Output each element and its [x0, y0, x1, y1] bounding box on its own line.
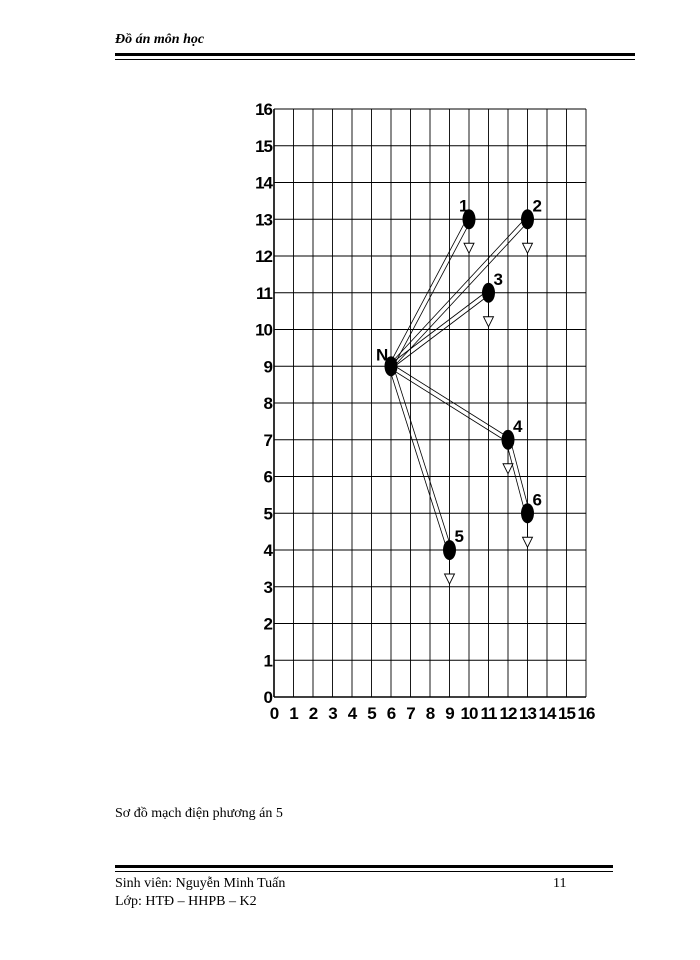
page-header-title: Đồ án môn học [115, 32, 205, 47]
y-tick-label: 6 [263, 467, 272, 487]
x-tick-label: 12 [499, 704, 517, 723]
x-tick-label: 16 [577, 704, 595, 723]
y-tick-label: 14 [255, 173, 272, 193]
load-arrow-head-2 [523, 243, 533, 253]
y-tick-label: 7 [263, 430, 272, 450]
y-tick-label: 1 [263, 651, 272, 671]
line-N-1 [393, 220, 471, 367]
load-label-2: 2 [532, 196, 542, 216]
y-tick-label: 4 [263, 541, 272, 560]
x-tick-label: 1 [289, 704, 298, 723]
y-tick-label: 0 [263, 688, 272, 707]
y-tick-label: 9 [263, 357, 272, 377]
line-N-4 [390, 368, 507, 442]
line-N-4-parallel [392, 364, 509, 438]
load-label-3: 3 [493, 269, 503, 289]
x-tick-label: 4 [347, 704, 357, 723]
y-tick-label: 2 [263, 614, 272, 634]
y-tick-label: 5 [263, 504, 272, 524]
line-4-6-parallel [510, 439, 530, 513]
line-4-6 [506, 440, 525, 514]
load-arrow-head-3 [484, 317, 494, 327]
footer-rule-thick [115, 865, 613, 868]
x-tick-label: 9 [445, 704, 454, 723]
load-label-6: 6 [532, 490, 542, 510]
y-tick-label: 8 [263, 394, 272, 413]
x-tick-label: 13 [519, 704, 536, 723]
diagram-caption: Sơ đồ mạch điện phương án 5 [115, 806, 283, 821]
y-tick-label: 11 [256, 283, 272, 303]
load-label-4: 4 [513, 416, 523, 436]
footer-class: Lớp: HTĐ – HHPB – K2 [115, 894, 257, 909]
x-tick-label: 6 [386, 704, 396, 723]
load-arrow-head-1 [464, 243, 474, 253]
x-tick-label: 0 [269, 704, 279, 723]
load-arrow-head-5 [445, 574, 455, 584]
x-tick-label: 15 [558, 704, 575, 723]
x-tick-label: 14 [538, 704, 556, 723]
y-tick-label: 10 [255, 320, 272, 340]
footer-student-name: Sinh viên: Nguyễn Minh Tuấn [115, 876, 286, 891]
x-tick-label: 7 [406, 704, 415, 723]
line-N-3-parallel [390, 291, 488, 365]
line-N-5 [389, 367, 448, 551]
y-tick-label: 13 [255, 210, 272, 230]
line-N-2 [393, 221, 529, 368]
line-N-1-parallel [389, 218, 467, 365]
line-N-5-parallel [393, 366, 452, 550]
x-tick-label: 11 [480, 704, 497, 723]
source-label-N: N [376, 345, 389, 365]
x-tick-label: 2 [308, 704, 318, 723]
x-tick-label: 3 [328, 704, 337, 723]
load-arrow-head-6 [523, 537, 533, 547]
x-tick-label: 8 [425, 704, 435, 723]
x-tick-label: 5 [367, 704, 376, 723]
load-arrow-head-4 [503, 464, 513, 474]
y-tick-label: 12 [255, 247, 272, 266]
footer-rule-thin [115, 871, 613, 872]
line-N-2-parallel [389, 218, 526, 365]
y-tick-label: 16 [255, 100, 272, 119]
x-tick-label: 10 [460, 704, 478, 723]
load-label-1: 1 [459, 196, 469, 216]
load-label-5: 5 [454, 527, 464, 546]
y-tick-label: 3 [263, 577, 272, 597]
page-number: 11 [553, 876, 567, 891]
y-tick-label: 15 [255, 136, 272, 156]
